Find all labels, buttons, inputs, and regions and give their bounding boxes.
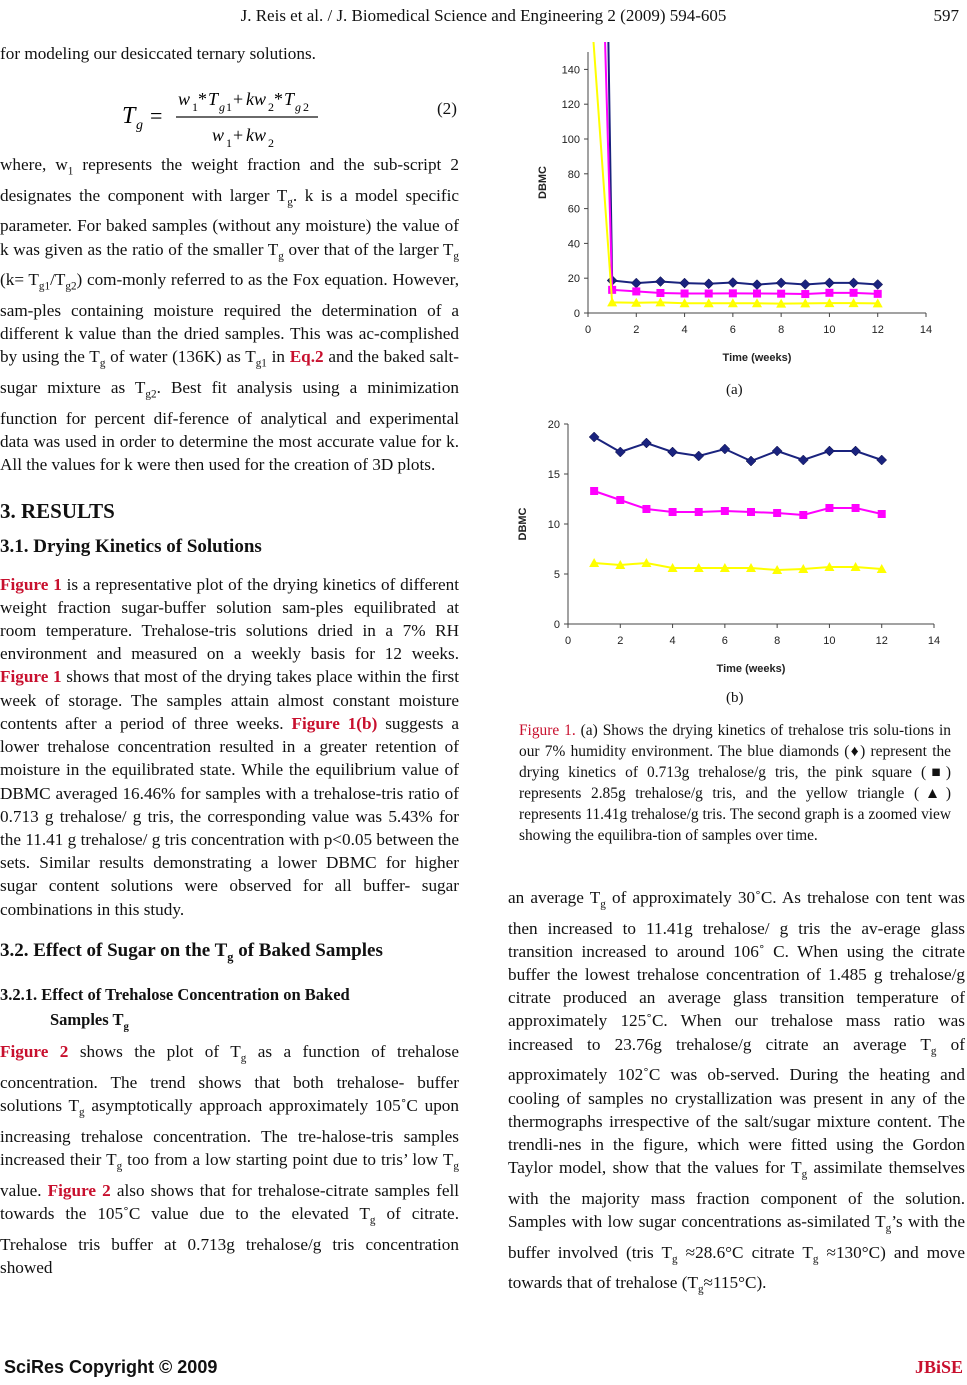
svg-text:=: = xyxy=(150,103,163,129)
diamond-point xyxy=(728,278,738,288)
square-point xyxy=(656,289,664,297)
x-tick-label: 4 xyxy=(681,324,688,336)
y-tick-label: 0 xyxy=(553,619,560,631)
y-tick-label: 15 xyxy=(547,469,560,481)
diamond-point xyxy=(798,455,808,465)
equation-number: (2) xyxy=(436,99,457,119)
x-tick-label: 12 xyxy=(875,635,888,647)
intro-text: for modeling our desiccated ternary solutions. xyxy=(0,44,316,63)
square-point xyxy=(681,290,689,298)
chart-b xyxy=(517,410,960,680)
x-tick-label: 14 xyxy=(919,324,933,336)
x-tick-label: 2 xyxy=(617,635,624,647)
svg-text:+: + xyxy=(233,89,244,110)
diamond-point xyxy=(824,278,834,288)
y-tick-label: 5 xyxy=(553,569,560,581)
diamond-point xyxy=(668,447,678,457)
series-line xyxy=(588,0,878,285)
svg-text:g: g xyxy=(219,100,225,115)
square-point xyxy=(669,508,677,516)
svg-text:w: w xyxy=(212,125,225,146)
svg-text:T: T xyxy=(122,103,136,130)
x-tick-label: 12 xyxy=(871,324,884,336)
copyright: SciRes Copyright © 2009 xyxy=(4,1357,218,1377)
subsubsection-heading-3-2-1-cont: Samples $T_g$ xyxy=(50,1009,129,1033)
diamond-point xyxy=(800,279,810,289)
journal-name: JBiSE xyxy=(914,1357,963,1377)
series-line xyxy=(588,0,878,304)
svg-text:2: 2 xyxy=(268,136,274,151)
subsubsection-heading-3-2-1: 3.2.1. Effect of Trehalose Concentration on Baked xyxy=(0,984,350,1004)
x-tick-label: 0 xyxy=(584,324,592,336)
x-tick-label: 4 xyxy=(669,635,676,647)
diamond-point xyxy=(615,447,625,457)
chart-a xyxy=(520,40,960,370)
caption-label: Figure 1. xyxy=(519,722,576,739)
section-heading-results: 3. RESULTS xyxy=(0,499,115,524)
diamond-point xyxy=(873,279,883,289)
y-tick-label: 140 xyxy=(561,64,580,77)
svg-text:g: g xyxy=(295,100,301,115)
paragraph-3-2-1: Figure 2 shows the plot of $T_g$ as a function of trehalose concentration. The trend shows that both trehalose- buffer solutions $T_g$ asymptotically approach approximately 105˚C upon increasing trehalose concentration. The tre-halose-tris samples increased their $T_g$ too from a low starting point due to tris’ low $T_g$ value. Figure 2 also shows that for trehalose-citrate samples fell towards the 105˚C value due to the elevated $T_g$ of citrate. Trehalose tris buffer at 0.713g trehalose/g tris concentration showed xyxy=(0,1042,459,1277)
y-axis-label: DBMC xyxy=(517,507,529,541)
square-point xyxy=(747,508,755,516)
y-tick-label: 20 xyxy=(547,419,560,431)
paragraph-where: where, $w_1$ represents the weight fraction and the sub-script 2 designates the component with larger $T_g$. k is a model specific parameter. For baked samples (without any moisture) the value of k was given as the ratio of the smaller $T_g$ over that of the larger $T_g$ $(k= T_{g1}/T_{g2})$ com-monly referred to as the Fox equation. However, sam-ples containing moisture required the determination of a different k value than the dried samples. This was ac-complished by using the $T_g$ of water (136K) as $T_{g1}$ in Eq.2 and the baked salt-sugar mixture as $T_{g2}$. Best fit analysis using a minimization function for percent dif-ference of analytical and experimental data was used in order to determine the most accurate value for k. All the values for k were then used for the creation of 3D plots. xyxy=(0,155,460,475)
diamond-point xyxy=(746,456,756,466)
y-axis-label: DBMC xyxy=(537,166,549,199)
diamond-point xyxy=(849,278,859,288)
subsection-heading-3-1: 3.1. Drying Kinetics of Solutions xyxy=(0,536,262,558)
gordon-taylor-equation xyxy=(0,65,459,153)
svg-text:T: T xyxy=(208,89,219,110)
svg-text:*: * xyxy=(274,89,283,110)
page-number: 597 xyxy=(933,6,959,25)
figure-caption xyxy=(519,720,951,846)
y-tick-label: 0 xyxy=(573,308,580,320)
x-tick-label: 10 xyxy=(823,324,836,336)
svg-text:+: + xyxy=(233,125,244,146)
square-point xyxy=(850,289,858,297)
svg-text:1: 1 xyxy=(226,136,232,151)
svg-text:T: T xyxy=(284,89,295,110)
svg-text:g: g xyxy=(136,118,143,134)
y-tick-label: 10 xyxy=(547,519,560,531)
diamond-point xyxy=(631,278,641,288)
paragraph-3-1: Figure 1 is a representative plot of the drying kinetics of different weight fraction sugar-buffer solution sam-ples equilibrated at room temperature. Trehalose-tris solutions dried in a 7% RH environment and measured on a weekly basis for 12 weeks. Figure 1 shows that most of the drying takes place within the first week of storage. The samples attain almost constant moisture contents after a period of three weeks. Figure 1(b) suggests a lower trehalose concentration resulted in a greater retention of moisture in the equilibrated state. While the equilibrium value of DBMC averaged 16.46% for samples with a trehalose-tris ratio of 0.713 g trehalose/ g tris, the corresponding value was 5.43% for the 11.41 g trehalose/ g tris concentration with p<0.05 between the sets. Similar results demonstrating a lower DBMC for higher sugar content solutions were observed for all buffer- sugar combinations in this study. xyxy=(0,574,460,919)
paragraph-continued: an average $T_g$ of approximately 30˚C. As trehalose con tent was then increased to 11.41g trehalose/ g tris the av-erage glass transition increased to around 106˚ C. When using the citrate buffer the lowest trehalose concentration of 1.485 g trehalose/g citrate produced an average glass transition temperature of approximately 125˚C. When our trehalose mass ratio was increased to 23.76g trehalose/g citrate an average $T_g$ of approximately 102˚C was ob-served. During the heating and cooling of samples no crystallization was present in any of the thermographs irrespective of the salt/sugar mixture content. The trendli-nes in the figure, which were fitted using the Gordon Taylor model, show that the values for $T_g$ assimilate themselves with the majority mass fraction component of the solution. Samples with low sugar concentrations as-similated $T_g’s$ with the buffer involved (tris $T_g \approx 28.6^\circ C$ citrate $T_g \approx 130^\circ C$) and move towards that of trehalose $(T_g\approx 115^\circ C)$. xyxy=(508,888,965,1296)
running-header xyxy=(0,6,967,26)
equation-2 xyxy=(0,65,459,153)
y-tick-label: 20 xyxy=(567,273,580,286)
square-point xyxy=(825,504,833,512)
diamond-point xyxy=(655,277,665,287)
svg-text:kw: kw xyxy=(246,89,266,110)
diamond-point xyxy=(680,278,690,288)
square-point xyxy=(799,511,807,519)
diamond-point xyxy=(720,444,730,454)
x-tick-label: 0 xyxy=(564,635,572,647)
square-point xyxy=(801,290,809,298)
diamond-point xyxy=(772,446,782,456)
series-line xyxy=(594,437,882,461)
figure-label-a: (a) xyxy=(726,382,743,398)
series-line xyxy=(594,563,882,570)
x-tick-label: 8 xyxy=(774,635,781,647)
y-tick-label: 60 xyxy=(567,203,580,216)
square-point xyxy=(825,289,833,297)
right-column xyxy=(508,886,965,1302)
caption-text: (a) Shows the drying kinetics of trehalose tris solu-tions in our 7% humidity environment. The blue diamonds (♦) represent the drying kinetics of 0.713g trehalose/g tris, the pink square (■) represents 2.85g trehalose/g tris, and the yellow triangle (▲) represents 11.41g trehalose/g tris. The second graph is a zoomed view showing the equilibra-tion of samples over time. xyxy=(519,722,951,844)
diamond-point xyxy=(776,278,786,288)
square-point xyxy=(590,487,598,495)
x-axis-label: Time (weeks) xyxy=(716,663,786,675)
y-tick-label: 40 xyxy=(567,238,580,251)
square-point xyxy=(753,290,761,298)
diamond-point xyxy=(694,451,704,461)
square-point xyxy=(721,507,729,515)
series-line xyxy=(594,491,882,515)
x-tick-label: 14 xyxy=(927,635,941,647)
diamond-point xyxy=(824,446,834,456)
diamond-point xyxy=(641,438,651,448)
square-point xyxy=(773,509,781,517)
x-tick-label: 6 xyxy=(729,324,736,336)
svg-text:*: * xyxy=(198,89,207,110)
x-tick-label: 2 xyxy=(633,324,640,336)
square-point xyxy=(729,289,737,297)
square-point xyxy=(642,505,650,513)
series-line xyxy=(588,0,878,294)
square-point xyxy=(616,496,624,504)
y-tick-label: 120 xyxy=(561,99,580,112)
svg-text:1: 1 xyxy=(192,100,198,115)
x-tick-label: 6 xyxy=(721,635,728,647)
square-point xyxy=(632,287,640,295)
svg-text:kw: kw xyxy=(246,125,266,146)
square-point xyxy=(695,508,703,516)
y-tick-label: 80 xyxy=(567,168,580,181)
left-column xyxy=(0,42,459,1279)
svg-text:1: 1 xyxy=(226,100,232,115)
diamond-point xyxy=(752,280,762,290)
svg-text:2: 2 xyxy=(268,100,274,115)
square-point xyxy=(777,290,785,298)
diamond-point xyxy=(877,455,887,465)
y-tick-label: 100 xyxy=(561,134,580,146)
square-point xyxy=(878,510,886,518)
diamond-point xyxy=(589,432,599,442)
svg-text:2: 2 xyxy=(303,100,309,115)
svg-text:w: w xyxy=(178,89,191,110)
figure-label-b: (b) xyxy=(726,690,744,706)
x-tick-label: 10 xyxy=(823,635,836,647)
square-point xyxy=(874,290,882,298)
subsection-heading-3-2: 3.2. Effect of Sugar on the $T_g$ of Baked Samples xyxy=(0,939,383,964)
diamond-point xyxy=(851,446,861,456)
x-tick-label: 8 xyxy=(778,324,785,336)
diamond-point xyxy=(704,279,714,289)
square-point xyxy=(852,504,860,512)
running-head: J. Reis et al. / J. Biomedical Science and Engineering 2 (2009) 594-605 xyxy=(240,6,727,25)
square-point xyxy=(705,290,713,298)
x-axis-label: Time (weeks) xyxy=(722,352,792,364)
